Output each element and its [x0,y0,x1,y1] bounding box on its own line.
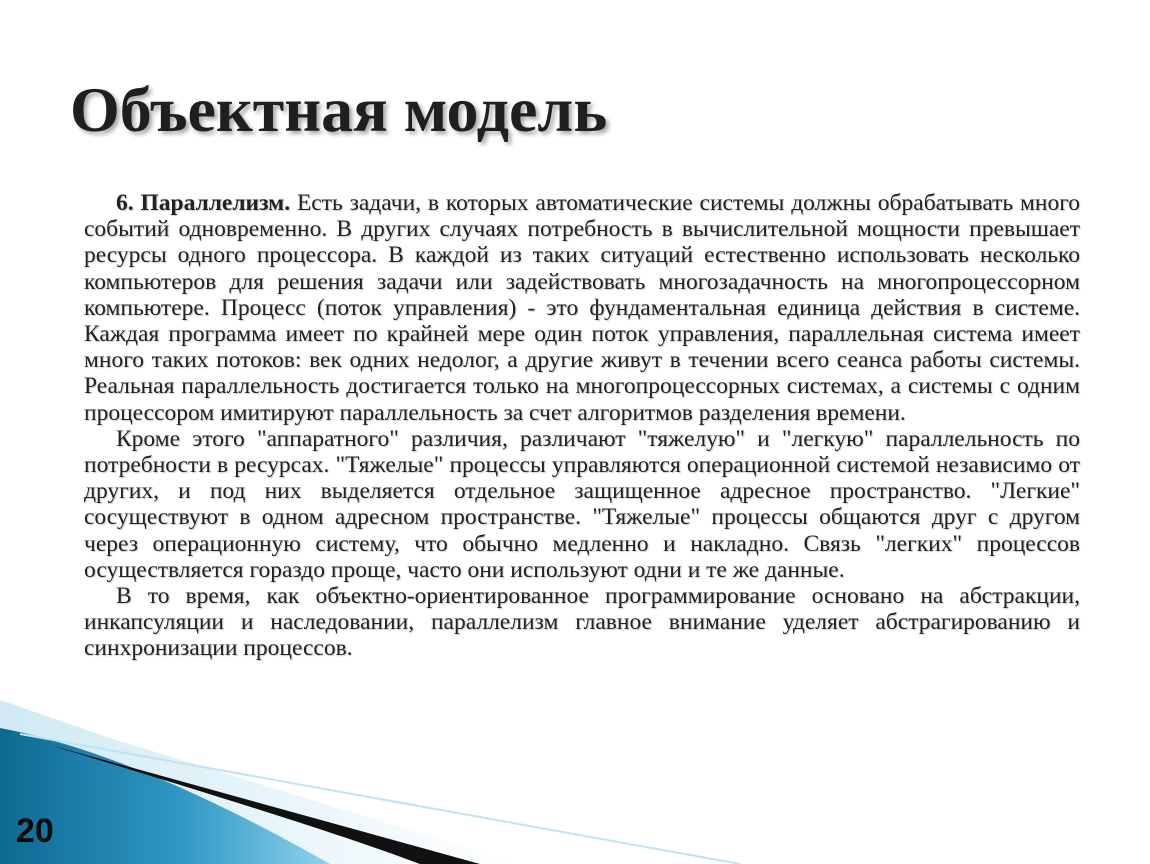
paragraph-oop: В то время, как объектно-ориентированное программирование основано на абстракции, инкапсуляции и наследовании, параллелизм главное внимание уделяет абстрагированию и синхронизации процессов. [84,583,1080,662]
paragraph-text: Есть задачи, в которых автоматические системы должны обрабатывать много событий одновременно. В других случаях потребность в вычислительной мощности превышает ресурсы одного процессора. В каждой из таких ситуаций естественно использовать несколько компьютеров для решения задачи или задействовать многозадачность на многопроцессорном компьютере. Процесс (поток управления) - это фундаментальная единица действия в системе. Каждая программа имеет по крайней мере один поток управления, параллельная система имеет много таких потоков: век одних недолог, а другие живут в течении всего сеанса работы системы. Реальная параллельность достигается только на многопроцессорных системах, а системы с одним процессором имитируют параллельность за счет алгоритмов разделения времени. [84,190,1081,426]
slide-body [84,190,1080,662]
paragraph-heavy-light: Кроме этого "аппаратного" различия, различают "тяжелую" и "легкую" параллельность по потребности в ресурсах. "Тяжелые" процессы управляются операционной системой независимо от других, и под них выделяется отдельное защищенное адресное пространство. "Легкие" сосуществуют в одном адресном пространстве. "Тяжелые" процессы общаются друг с другом через операционную систему, что обычно медленно и накладно. Связь "легких" процессов осуществляется гораздо проще, часто они используют одни и те же данные. [84,425,1080,583]
paragraph-lead: 6. Параллелизм. [116,190,291,216]
slide-title: Объектная модель [70,74,608,145]
paragraph-parallelism [84,190,1080,426]
page-number: 20 [16,812,54,850]
